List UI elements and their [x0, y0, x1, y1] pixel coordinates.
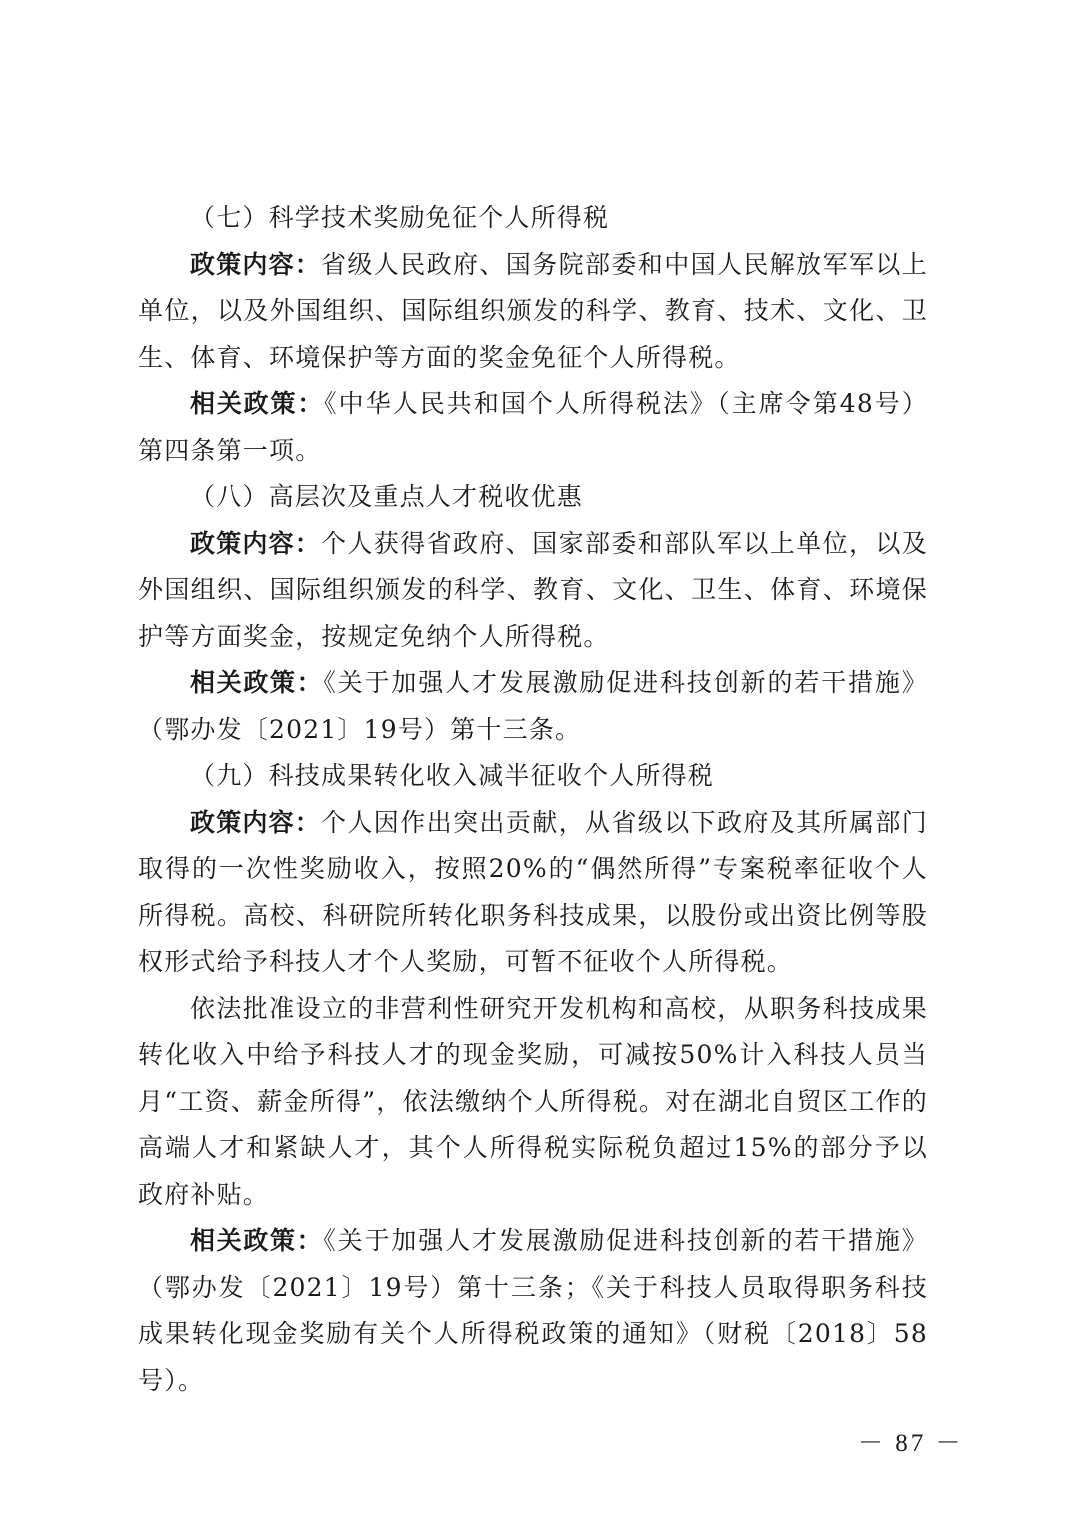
- paragraph-label: 政策内容：: [190, 807, 321, 837]
- paragraph-label: 相关政策：: [190, 668, 324, 697]
- paragraph-label: 政策内容：: [190, 528, 321, 558]
- policy-content-paragraph: [138, 242, 928, 382]
- related-policy-paragraph: [138, 1218, 928, 1404]
- body-paragraph: [138, 986, 928, 1219]
- paragraph-text: 《关于加强人才发展激励促进科技创新的若干措施》（鄂办发〔2021〕19号）第十三条。: [138, 668, 928, 744]
- paragraph-text: 依法批准设立的非营利性研究开发机构和高校，从职务科技成果转化收入中给予科技人才的现金奖励，可减按50%计入科技人员当月“工资、薪金所得”，依法缴纳个人所得税。对在湖北自贸区工作的高端人才和紧缺人才，其个人所得税实际税负超过15%的部分予以政府补贴。: [138, 993, 928, 1209]
- paragraph-label: 相关政策：: [190, 389, 325, 418]
- policy-content-paragraph: [138, 521, 928, 661]
- document-body: [138, 195, 928, 1395]
- paragraph-text: 《中华人民共和国个人所得税法》（主席令第48号）第四条第一项。: [138, 389, 928, 465]
- section-heading: （九）科技成果转化收入减半征收个人所得税: [190, 761, 715, 790]
- policy-content-paragraph: [138, 800, 928, 986]
- section-heading: （七）科学技术奖励免征个人所得税: [190, 203, 610, 232]
- paragraph-label: 政策内容：: [190, 249, 321, 279]
- paragraph-text: 个人因作出突出贡献，从省级以下政府及其所属部门取得的一次性奖励收入，按照20%的“偶然所得”专案税率征收个人所得税。高校、科研院所转化职务科技成果，以股份或出资比例等股权形式给予科技人才个人奖励，可暂不征收个人所得税。: [138, 807, 928, 976]
- related-policy-paragraph: [138, 381, 928, 474]
- paragraph-text: 省级人民政府、国务院部委和中国人民解放军军以上单位，以及外国组织、国际组织颁发的科学、教育、技术、文化、卫生、体育、环境保护等方面的奖金免征个人所得税。: [138, 249, 928, 372]
- paragraph-label: 相关政策：: [190, 1226, 324, 1255]
- paragraph-text: 《关于加强人才发展激励促进科技创新的若干措施》（鄂办发〔2021〕19号）第十三条；《关于科技人员取得职务科技成果转化现金奖励有关个人所得税政策的通知》（财税〔2018〕58号）。: [138, 1226, 928, 1395]
- related-policy-paragraph: [138, 660, 928, 753]
- section-heading: （八）高层次及重点人才税收优惠: [190, 482, 584, 511]
- paragraph-text: 个人获得省政府、国家部委和部队军以上单位，以及外国组织、国际组织颁发的科学、教育、文化、卫生、体育、环境保护等方面奖金，按规定免纳个人所得税。: [138, 528, 928, 651]
- page-number: － 87 －: [858, 1430, 964, 1457]
